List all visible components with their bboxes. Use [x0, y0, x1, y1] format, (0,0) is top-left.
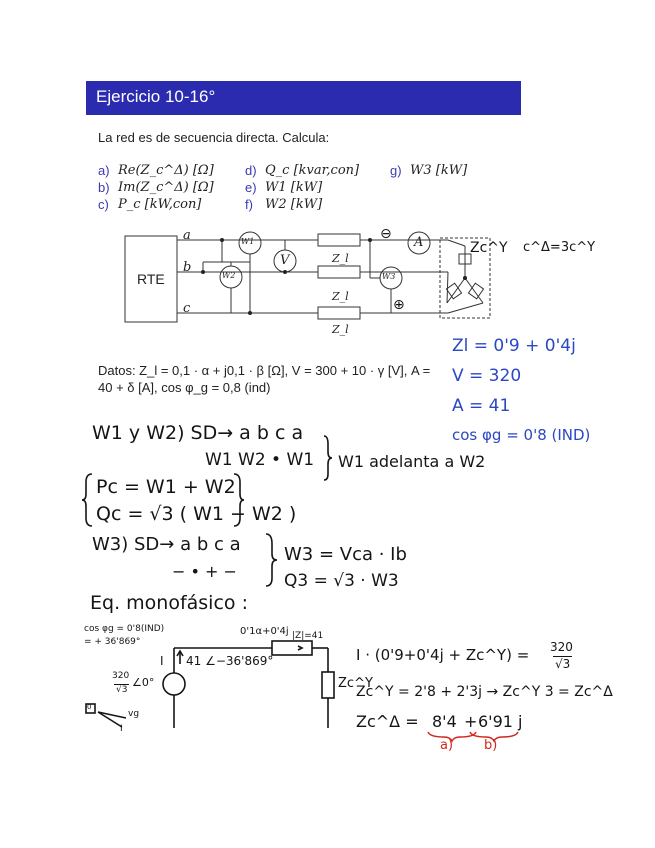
datos-line: Datos: Z_l = 0,1 · α + j0,1 · β [Ω], V = 300 + 10 · γ [V], A =	[98, 363, 431, 378]
phasor-tag: 0	[87, 703, 92, 711]
phasor-i-label: I	[120, 724, 123, 734]
datos-line: 40 + δ [A], cos φ_g = 0,8 (ind)	[98, 380, 271, 395]
voltmeter-label: V	[280, 253, 290, 268]
eq-current-value: 41 ∠−36'869°	[186, 654, 274, 668]
question-label: c)	[98, 197, 109, 212]
relation-note: c^Δ=3c^Y	[523, 240, 596, 255]
w1w2-marks: W1 W2 • W1	[205, 450, 315, 470]
eq-source-num: 320	[112, 671, 130, 681]
question-label: e)	[245, 180, 257, 195]
eq-source-angle: ∠0°	[132, 676, 155, 689]
phase-label-c: c	[183, 301, 191, 316]
pc-equation: Pc = W1 + W2	[96, 476, 236, 498]
line-impedance-a	[318, 234, 360, 246]
answer-b: b)	[484, 738, 498, 753]
w3-label: W3	[382, 272, 396, 281]
intro-text: La red es de secuencia directa. Calcula:	[98, 130, 330, 145]
note-cos: cos φg = 0'8 (IND)	[452, 426, 591, 444]
w1-label: W1	[241, 237, 255, 246]
plus-mark: ⊕	[393, 297, 405, 313]
question-label: d)	[245, 163, 257, 178]
eq3-real: 8'4	[432, 712, 457, 731]
eq1-num: 320	[550, 640, 573, 654]
eq-load-label: Zc^Y	[338, 676, 373, 691]
brace-w1w2	[324, 436, 332, 480]
question-text: W1 [kW]	[265, 180, 323, 195]
cos-note: cos φg = 0'8(IND)	[84, 624, 165, 634]
eq3-plus: +	[464, 712, 478, 731]
eq3-imag: 6'91 j	[478, 712, 523, 731]
w1w2-line: W1 y W2) SD→ a b c a	[92, 422, 304, 444]
eq-title: Eq. monofásico :	[90, 592, 248, 614]
eq1-den: √3	[555, 657, 571, 671]
eq-line-z-label: 0'1α+0'4j	[240, 626, 289, 637]
qc-equation: Qc = √3 ( W1 − W2 )	[96, 503, 297, 525]
line-impedance-c	[318, 307, 360, 319]
line-impedance-label: Z_l	[332, 323, 349, 336]
w1w2-note: W1 adelanta a W2	[338, 452, 486, 471]
w2-label: W2	[222, 271, 236, 280]
load-note: Zc^Y	[470, 240, 508, 256]
answer-a: a)	[440, 738, 454, 753]
question-label: f)	[245, 197, 253, 212]
eq-z-magnitude: |Z|=41	[292, 631, 324, 641]
phase-label-a: a	[183, 228, 191, 243]
eq-source-den: √3	[116, 685, 128, 695]
question-text: W3 [kW]	[410, 163, 468, 178]
page-title: Ejercicio 10-16°	[96, 87, 216, 106]
question-text: Re(Z_c^Δ) [Ω]	[118, 163, 214, 178]
line-impedance-label: Z_l	[332, 252, 349, 265]
line-impedance-b	[318, 266, 360, 278]
eq3-lhs: Zc^Δ =	[356, 712, 419, 731]
question-text: Im(Z_c^Δ) [Ω]	[118, 180, 214, 195]
w3-equation: W3 = Vca · Ib	[284, 544, 407, 565]
question-label: b)	[98, 180, 110, 195]
brace-pc-left	[82, 474, 92, 526]
question-label: a)	[98, 163, 110, 178]
source-label: RTE	[137, 271, 165, 287]
eq-source	[163, 673, 185, 695]
question-label: g)	[390, 163, 402, 178]
eq2: Zc^Y = 2'8 + 2'3j → Zc^Y 3 = Zc^Δ	[356, 684, 613, 700]
ammeter-label: A	[414, 235, 424, 250]
phasor-vg-label: vg	[128, 709, 140, 719]
note-v: V = 320	[452, 366, 522, 386]
brace-w3	[266, 534, 277, 586]
w3-marks: − • + −	[172, 562, 237, 581]
line-impedance-label: Z_l	[332, 290, 349, 303]
note-zl: Zl = 0'9 + 0'4j	[452, 336, 576, 356]
w3-line: W3) SD→ a b c a	[92, 534, 241, 555]
question-text: Q_c [kvar,con]	[265, 163, 360, 178]
question-text: P_c [kW,con]	[118, 197, 202, 212]
question-text: W2 [kW]	[265, 197, 323, 212]
eq-line-impedance	[272, 641, 312, 655]
note-a: A = 41	[452, 396, 511, 416]
phase-label-b: b	[183, 260, 192, 275]
cos-note: = + 36'869°	[84, 637, 141, 647]
eq-load-impedance	[322, 672, 334, 698]
eq-current-label: I	[160, 654, 164, 668]
eq1-lhs: I · (0'9+0'4j + Zc^Y) =	[356, 646, 530, 664]
q3-equation: Q3 = √3 · W3	[284, 571, 399, 591]
minus-mark: ⊖	[380, 226, 392, 242]
